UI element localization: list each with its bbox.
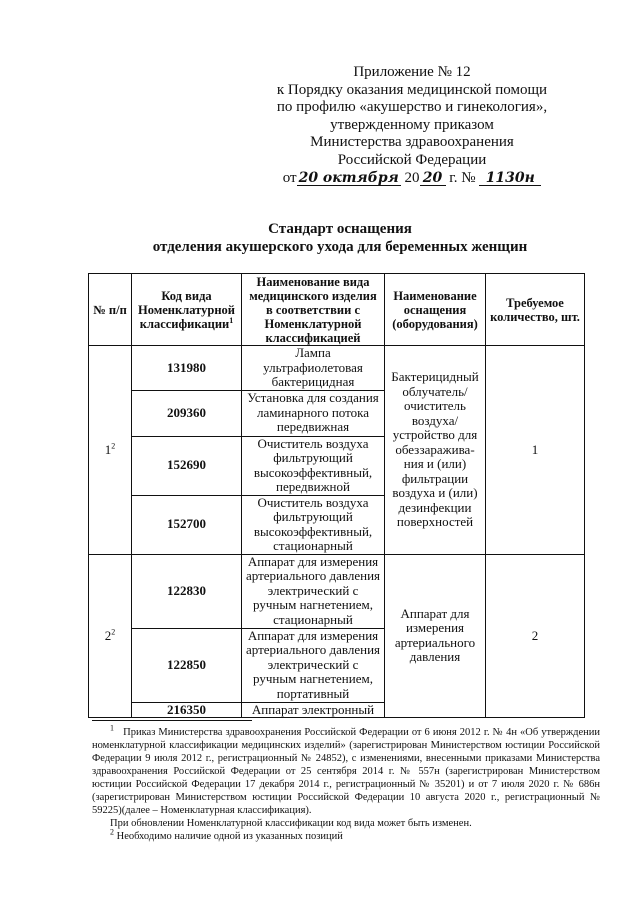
device-name: Аппарат электронный bbox=[242, 702, 385, 718]
footnote-ref: 1 bbox=[229, 315, 234, 325]
footnotes bbox=[92, 723, 601, 843]
col-header-equipment: Наименование оснащения (оборудования) bbox=[385, 274, 486, 346]
title-line-1: Стандарт оснащения bbox=[268, 221, 412, 237]
table-header-row bbox=[89, 274, 585, 346]
header-line: к Порядку оказания медицинской помощи bbox=[276, 81, 548, 98]
device-name: Аппарат для измерения артериального давления электрический с ручным нагнетением, стационарный bbox=[242, 554, 385, 628]
header-line: Приложение № 12 bbox=[353, 64, 471, 80]
device-name: Аппарат для измерения артериального давления электрический с ручным нагнетением, портативный bbox=[242, 628, 385, 702]
device-name: Установка для создания ламинарного потока передвижная bbox=[242, 390, 385, 436]
device-name: Лампа ультрафиолетовая бактерицидная bbox=[242, 346, 385, 391]
handwritten-order-number: 1130н bbox=[479, 171, 541, 186]
equipment-name: Аппарат для измерения артериального давления bbox=[385, 554, 486, 718]
year-prefix: 20 bbox=[404, 169, 420, 186]
order-date-line bbox=[262, 170, 562, 188]
equipment-name: Бактерицидный облучатель/ очиститель воздуха/ устройство для обеззаражива-ния и (или) фильтрации воздуха и (или) дезинфекции поверхностей bbox=[385, 346, 486, 555]
device-name: Очиститель воздуха фильтрующий высокоэффективный, передвижной bbox=[242, 436, 385, 495]
group-number: $1^2$ bbox=[89, 346, 132, 555]
col-header-qty: Требуемое количество, шт. bbox=[486, 274, 585, 346]
title-line-2: отделения акушерского ухода для беременных женщин bbox=[152, 239, 528, 255]
col-header-num: № п/п bbox=[89, 274, 132, 346]
header-line: по профилю «акушерство и гинекология», bbox=[276, 99, 548, 116]
type-code: 209360 bbox=[132, 390, 242, 436]
col-header-code: Код вида Номенклатурной классификации$^1$ bbox=[132, 274, 242, 346]
equipment-standard-table bbox=[88, 273, 585, 718]
required-quantity: 2 bbox=[486, 554, 585, 718]
footnote-1-extra: При обновлении Номенклатурной классификации код вида может быть изменен. bbox=[110, 818, 472, 829]
table-row bbox=[89, 554, 585, 628]
footnote-separator bbox=[92, 720, 252, 721]
type-code: 152700 bbox=[132, 495, 242, 554]
table-row bbox=[89, 346, 585, 391]
footnote-1: $^1$ Приказ Министерства здравоохранения Российской Федерации от 6 июня 2012 г. № 4н «Об утверждении номенклатурной классификации медицинских изделий» (зарегистрирован Министерством юстиции Российской Федерации 9 июля 2012 г., регистрационный № 24852), с изменениями, внесенными приказами Министерства здравоохранения Российской Федерации от 25 сентября 2014 г. № 557н (зарегистрирован Министерством юстиции Российской Федерации 17 декабря 2014 г., регистрационный № 35201) и от 7 июля 2020 г. № 686н (зарегистрирован Министерством юстиции Российской Федерации 10 августа 2020 г., регистрационный № 59225)(далее – Номенклатурная классификация). bbox=[92, 723, 601, 816]
header-line: утвержденному приказом bbox=[330, 116, 494, 133]
type-code: 216350 bbox=[132, 702, 242, 718]
type-code: 131980 bbox=[132, 346, 242, 391]
footnote-2: $^2$ Необходимо наличие одной из указанных позиций bbox=[110, 827, 343, 842]
handwritten-year: 20 bbox=[420, 171, 446, 186]
required-quantity: 1 bbox=[486, 346, 585, 555]
page-title bbox=[80, 220, 600, 256]
type-code: 122830 bbox=[132, 554, 242, 628]
header-line: Министерства здравоохранения bbox=[310, 134, 514, 151]
col-header-device: Наименование вида медицинского изделия в соответствии с Номенклатурной классификацией bbox=[242, 274, 385, 346]
group-number: $2^2$ bbox=[89, 554, 132, 718]
type-code: 152690 bbox=[132, 436, 242, 495]
appendix-header bbox=[262, 64, 562, 187]
handwritten-day-month: 20 октября bbox=[298, 169, 399, 186]
date-prefix: от bbox=[282, 169, 297, 186]
number-label: г. № bbox=[449, 169, 476, 186]
type-code: 122850 bbox=[132, 628, 242, 702]
header-line: Российской Федерации bbox=[337, 151, 487, 168]
device-name: Очиститель воздуха фильтрующий высокоэффективный, стационарный bbox=[242, 495, 385, 554]
